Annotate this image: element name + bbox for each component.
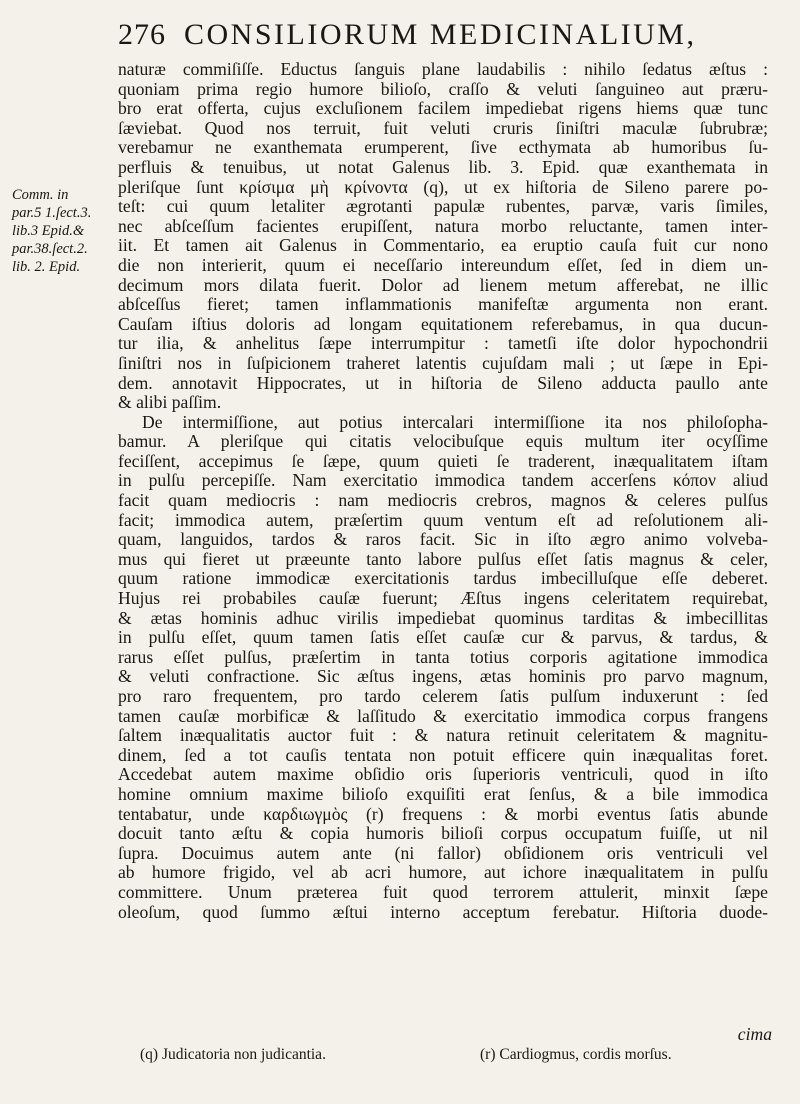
- text-line: teſt: cui quum letaliter ægrotanti papulæ rubentes, parvæ, varis ſimiles,: [118, 197, 768, 217]
- text-line: bro erat offerta, cujus excluſionem facilem impediebat rigens hiems quæ tunc: [118, 99, 768, 119]
- text-line: quam, languidos, tardos & raros facit. Sic in iſto ægro animo volveba-: [118, 530, 768, 550]
- text-line: naturæ commiſiſſe. Eductus ſanguis plane laudabilis : nihilo ſedatus æſtus :: [118, 60, 768, 79]
- margin-note-line: lib. 2. Epid.: [12, 259, 81, 275]
- text-line: tamen cauſæ morbificæ & laſſitudo & exercitatio immodica corpus frangens: [118, 706, 768, 726]
- text-line: ab humore frigido, vel ab acri humore, aut ichore inæqualitatem in pulſu: [118, 863, 768, 883]
- text-line: quum ratione immodicæ exercitationis tardus imbecilluſque eſſe deberet.: [118, 569, 768, 589]
- text-line: committere. Unum præterea fuit quod terrorem attulerit, minxit ſæpe: [118, 882, 768, 902]
- text-line: abſceſſus fieret; tamen inflammationis manifeſtæ argumenta non erant.: [118, 295, 768, 315]
- text-line: Hujus rei probabiles cauſæ fuerunt; Æſtus ingens celeritatem requirebat,: [118, 589, 768, 609]
- text-line: Cauſam iſtius doloris ad longam equitationem referebamus, in qua ducun-: [118, 314, 768, 334]
- text-line: in pulſu eſſet, quum tamen ſatis eſſet cauſæ cur & parvus, & tardus, &: [118, 628, 768, 648]
- text-line: iit. Et tamen ait Galenus in Commentario, ea eruptio cauſa fuit cur nono: [118, 236, 768, 256]
- text-line: bamur. A pleriſque qui citatis velocibuſque equis multum iter ocyſſime: [118, 432, 768, 452]
- text-line: quoniam prima regio humore bilioſo, craſſo & veluti ſanguineo aut præru-: [118, 79, 768, 99]
- text-line: rarus eſſet pulſus, præſertim in tanta totius corporis agitatione immodica: [118, 647, 768, 667]
- margin-note-line: par.5 1.ſect.3.: [12, 205, 92, 221]
- text-line: & ætas hominis adhuc virilis impediebat quominus tarditas & imbecillitas: [118, 608, 768, 628]
- text-line: ſupra. Docuimus autem ante (ni fallor) obſidionem oris ventriculi vel: [118, 843, 768, 863]
- text-line: decimum mors dilata fuerit. Dolor ad lienem metum afferebat, ne illic: [118, 275, 768, 295]
- footnote-q: (q) Judicatoria non judicantia.: [140, 1046, 326, 1063]
- page-number: 276: [118, 18, 166, 51]
- marginal-reference: [12, 186, 124, 276]
- text-line: die non interierit, quum ei neceſſario intereundum eſſet, ſed in diem un-: [118, 255, 768, 275]
- text-line: perfluis & tenuibus, ut notat Galenus lib. 3. Epid. quæ exanthemata in: [118, 157, 768, 177]
- running-title: CONSILIORUM MEDICINALIUM,: [184, 18, 697, 51]
- text-line: oleoſum, quod ſummo æſtui interno acceptum ferebatur. Hiſtoria duode-: [118, 902, 768, 922]
- main-text: [118, 60, 768, 922]
- running-header: [118, 18, 798, 58]
- text-line: ſaltem inæqualitatis auctor fuit : & natura retinuit celeritatem & magnitu-: [118, 726, 768, 746]
- margin-note-line: lib.3 Epid.&: [12, 223, 85, 239]
- text-line: dem. annotavit Hippocrates, ut in hiſtoria de Sileno adducta paullo ante: [118, 373, 768, 393]
- text-line: mus qui fieret ut præeunte tanto labore pulſus eſſet ſatis magnus & celer,: [118, 549, 768, 569]
- text-line: nec abſceſſum facientes erupiſſent, natura morbo reluctante, tamen inter-: [118, 216, 768, 236]
- text-line: ſæviebat. Quod nos terruit, fuit veluti cruris ſiniſtri maculæ ſubrubræ;: [118, 118, 768, 138]
- footnote-r: (r) Cardiogmus, cordis morſus.: [480, 1046, 672, 1063]
- text-line: & veluti confractione. Sic æſtus ingens, ætas hominis pro parvo magnum,: [118, 667, 768, 687]
- text-line: dinem, ſed a tot cauſis tentata non potuit efficere quin inæqualitas foret.: [118, 745, 768, 765]
- text-line: pro raro frequentem, pro tardo celerem ſatis pulſum induxerunt : ſed: [118, 687, 768, 706]
- text-line: facit; immodica autem, præſertim quum ventum eſt ad reſolutionem ali-: [118, 510, 768, 530]
- footnotes: [140, 1046, 760, 1066]
- margin-note-line: Comm. in: [12, 187, 69, 203]
- text-line: verebamur ne exanthemata erumperent, ſive ecthymata ab humoribus ſu-: [118, 138, 768, 158]
- text-line: pleriſque ſunt κρίσιμα μὴ κρίνοντα (q), ut ex hiſtoria de Sileno parere po-: [118, 177, 768, 197]
- text-line: tur ilia, & anhelitus ſæpe interrumpitur : tametſi iſte dolor hypochondrii: [118, 334, 768, 354]
- text-line: ſiniſtri nos in ſuſpicionem traheret latentis cujuſdam mali ; ut ſæpe in Epi-: [118, 353, 768, 373]
- text-line: tentabatur, unde καρδιωγμὸς (r) frequens : & morbi eventus ſatis abunde: [118, 804, 768, 824]
- text-line: feciſſent, accepimus ſe ſæpe, quum quieti ſe traderent, inæqualitatem iſtam: [118, 451, 768, 471]
- text-line: docuit tanto æſtu & copia humoris bilioſi corpus occupatum fuiſſe, ut nil: [118, 824, 768, 844]
- catchword: cima: [737, 1024, 772, 1044]
- text-line: facit quam mediocris : nam mediocris crebros, magnos & celeres pulſus: [118, 491, 768, 511]
- text-line: homine omnium maxime bilioſo exquiſiti erat ſenſus, & a bile immodica: [118, 784, 768, 804]
- text-line: & alibi paſſim.: [118, 392, 222, 413]
- text-line: in pulſu percepiſſe. Nam exercitatio immodica tandem accerſens κόπον aliud: [118, 471, 768, 491]
- margin-note-line: par.38.ſect.2.: [12, 241, 88, 257]
- text-line: De intermiſſione, aut potius intercalari intermiſſione ita nos philoſopha-: [142, 412, 768, 432]
- text-line: Accedebat autem maxime obſidio oris ſuperioris ventriculi, quod in iſto: [118, 765, 768, 785]
